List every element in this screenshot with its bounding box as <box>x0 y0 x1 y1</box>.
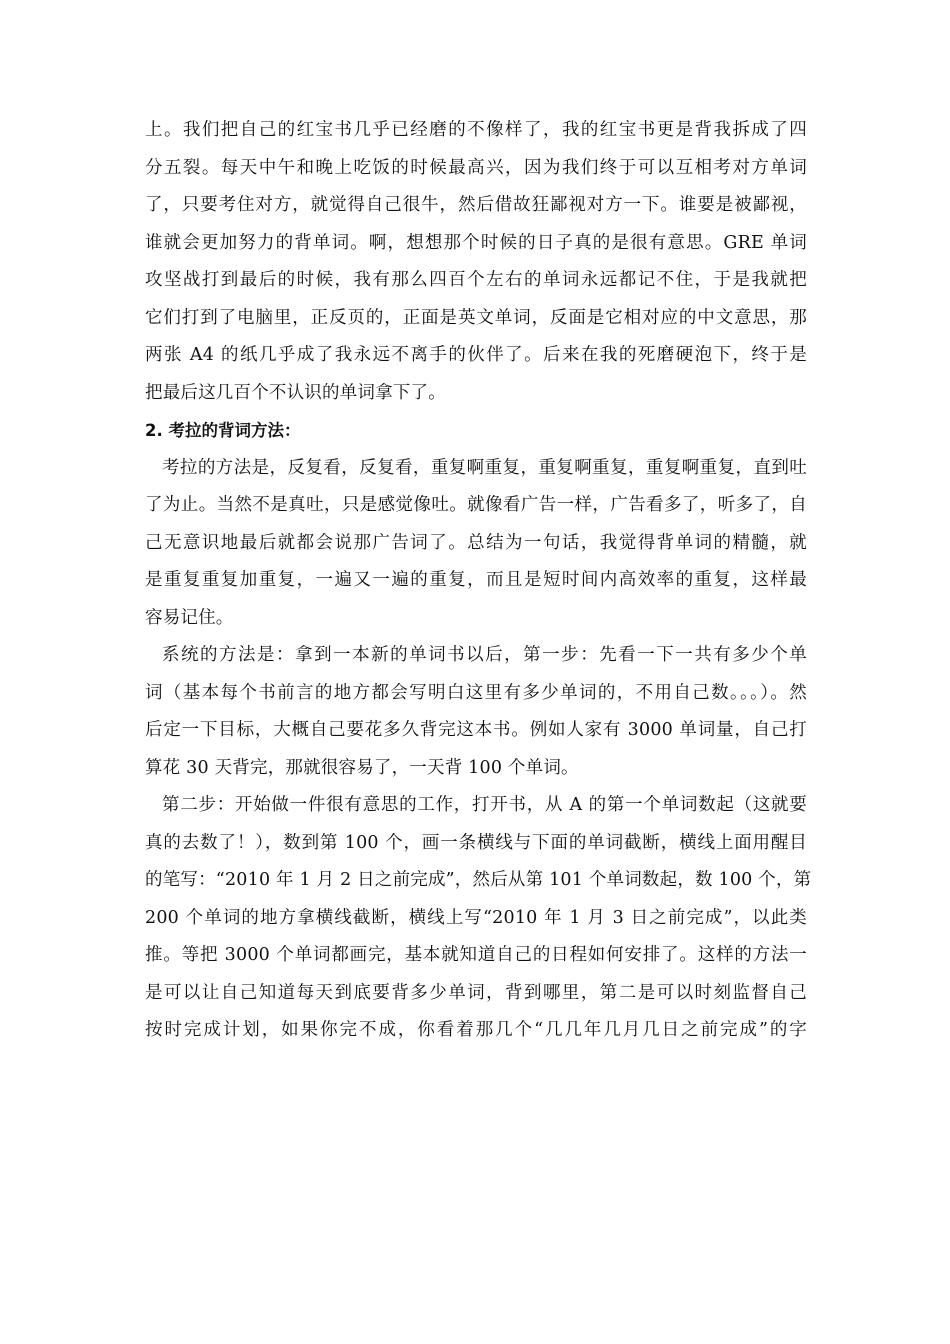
section-heading: 2. 考拉的背词方法： <box>145 421 301 440</box>
text-line: 攻坚战打到最后的时候，我有那么四百个左右的单词永远都记不住，于是我就把 <box>145 270 807 290</box>
text-line: 是可以让自己知道每天到底要背多少单词，背到哪里，第二是可以时刻监督自己 <box>145 982 807 1003</box>
text-line: 把最后这几百个不认识的单词拿下了。 <box>145 382 446 403</box>
text-line: 它们打到了电脑里，正反页的，正面是英文单词，反面是它相对应的中文意思，那 <box>145 307 807 328</box>
text-line: 词（基本每个书前言的地方都会写明白这里有多少单词的，不用自己数。。。）。然 <box>145 682 807 703</box>
text-line: 考拉的方法是，反复看，反复看，重复啊重复，重复啊重复，重复啊重复，直到吐 <box>162 457 807 478</box>
text-line: 两张 A4 的纸几乎成了我永远不离手的伙伴了。后来在我的死磨硬泡下，终于是 <box>145 345 807 365</box>
text-line: 是重复重复加重复，一遍又一遍的重复，而且是短时间内高效率的重复，这样最 <box>145 570 807 590</box>
text-line: 按时完成计划，如果你完不成，你看着那几个“几几年几月几日之前完成”的字 <box>145 1020 807 1040</box>
text-line: 分五裂。每天中午和晚上吃饭的时候最高兴，因为我们终于可以互相考对方单词 <box>145 157 807 178</box>
text-line: 真的去数了！），数到第 100 个，画一条横线与下面的单词截断，横线上面用醒目 <box>145 832 807 853</box>
text-line: 了，只要考住对方，就觉得自己很牛，然后借故狂鄙视对方一下。谁要是被鄙视， <box>145 195 807 215</box>
text-line: 的笔写：“2010 年 1 月 2 日之前完成”，然后从第 101 个单词数起，数 100 个，第 <box>145 870 812 890</box>
text-line: 第二步：开始做一件很有意思的工作，打开书，从 A 的第一个单词数起（这就要 <box>162 795 807 815</box>
text-line: 谁就会更加努力的背单词。啊，想想那个时候的日子真的是很有意思。GRE 单词 <box>145 232 807 253</box>
text-line: 系统的方法是：拿到一本新的单词书以后，第一步：先看一下一共有多少个单 <box>162 645 807 665</box>
text-line: 己无意识地最后就都会说那广告词了。总结为一句话，我觉得背单词的精髓，就 <box>145 532 807 553</box>
text-line: 推。等把 3000 个单词都画完，基本就知道自己的日程如何安排了。这样的方法一 <box>145 945 807 965</box>
text-line: 上。我们把自己的红宝书几乎已经磨的不像样了，我的红宝书更是背我拆成了四 <box>145 120 807 140</box>
text-line: 200 个单词的地方拿横线截断，横线上写“2010 年 1 月 3 日之前完成”，以此类 <box>145 907 807 928</box>
document-page <box>145 112 812 1050</box>
text-line: 算花 30 天背完，那就很容易了，一天背 100 个单词。 <box>145 757 579 778</box>
text-line: 后定一下目标，大概自己要花多久背完这本书。例如人家有 3000 单词量，自己打 <box>145 720 807 740</box>
text-line: 了为止。当然不是真吐，只是感觉像吐。就像看广告一样，广告看多了，听多了，自 <box>145 495 807 515</box>
text-line: 容易记住。 <box>145 607 234 628</box>
